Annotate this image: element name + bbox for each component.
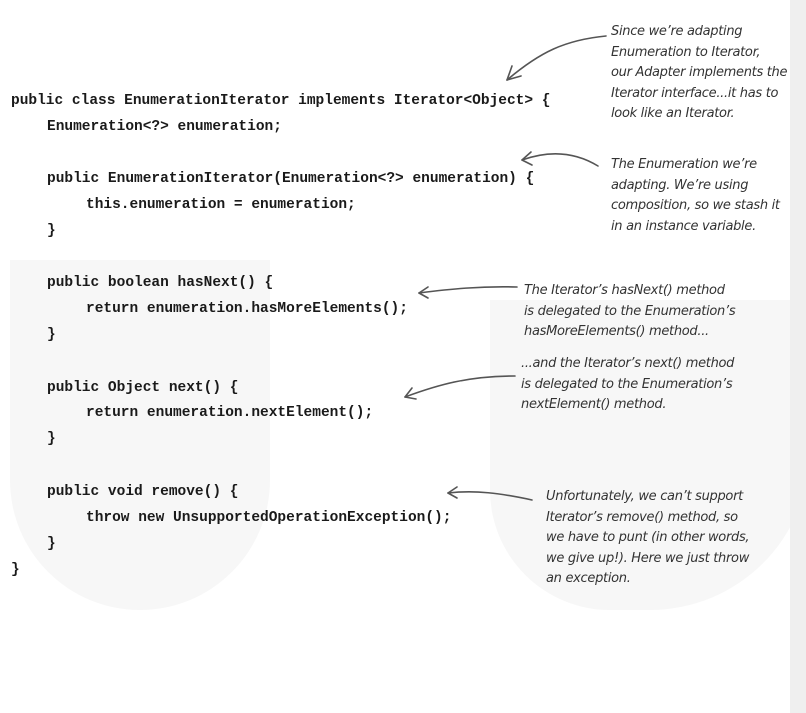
annotation-line: in an instance variable. — [611, 218, 756, 234]
annotation-line: an exception. — [546, 571, 631, 586]
code-line-close-brace: } — [47, 536, 56, 552]
annotation-line: is delegated to the Enumeration’s — [524, 303, 736, 319]
code-line-class-declaration: public class EnumerationIterator implements Iterator<Object> { — [11, 93, 551, 109]
annotation-line: The Enumeration we’re — [611, 157, 757, 172]
code-line-class-close-brace: } — [11, 562, 20, 578]
annotation-line: Enumeration to Iterator, — [611, 44, 761, 60]
arrow-icon — [448, 492, 532, 500]
code-line-close-brace: } — [47, 431, 56, 447]
annotation-line: Iterator’s remove() method, so — [546, 509, 738, 525]
arrow-icon — [419, 287, 517, 293]
annotation-line: composition, so we stash it — [611, 198, 780, 213]
annotation-line: nextElement() method. — [521, 397, 667, 412]
code-line-hasnext: public boolean hasNext() { — [47, 275, 274, 291]
annotation-line: Since we’re adapting — [611, 24, 743, 39]
annotation-line: we give up!). Here we just throw — [546, 550, 750, 566]
annotation-line: look like an Iterator. — [611, 106, 735, 121]
code-line-hasnext-return: return enumeration.hasMoreElements(); — [86, 301, 408, 317]
code-line-next-return: return enumeration.nextElement(); — [86, 405, 374, 421]
code-line-next: public Object next() { — [47, 380, 239, 396]
annotation-line: The Iterator’s hasNext() method — [524, 283, 725, 298]
annotation-line: hasMoreElements() method... — [524, 324, 709, 339]
annotation-line: ...and the Iterator’s next() method — [521, 356, 735, 371]
code-line-remove: public void remove() { — [47, 484, 239, 500]
arrow-icon — [507, 36, 606, 80]
annotation-line: is delegated to the Enumeration’s — [521, 376, 733, 392]
annotation-line: adapting. We’re using — [611, 177, 749, 193]
code-line-close-brace: } — [47, 223, 56, 239]
annotation-line: we have to punt (in other words, — [546, 530, 750, 545]
annotation-line: Iterator interface...it has to — [611, 85, 779, 101]
arrow-icon — [522, 154, 598, 166]
annotation-line: our Adapter implements the — [611, 65, 788, 80]
code-line-remove-throw: throw new UnsupportedOperationException(); — [86, 510, 452, 526]
code-line-close-brace: } — [47, 327, 56, 343]
code-line-field: Enumeration<?> enumeration; — [47, 119, 282, 135]
annotation-line: Unfortunately, we can’t support — [546, 489, 743, 504]
code-line-assignment: this.enumeration = enumeration; — [86, 197, 356, 213]
code-line-constructor: public EnumerationIterator(Enumeration<?> enumeration) { — [47, 171, 535, 187]
arrow-icon — [405, 376, 515, 397]
